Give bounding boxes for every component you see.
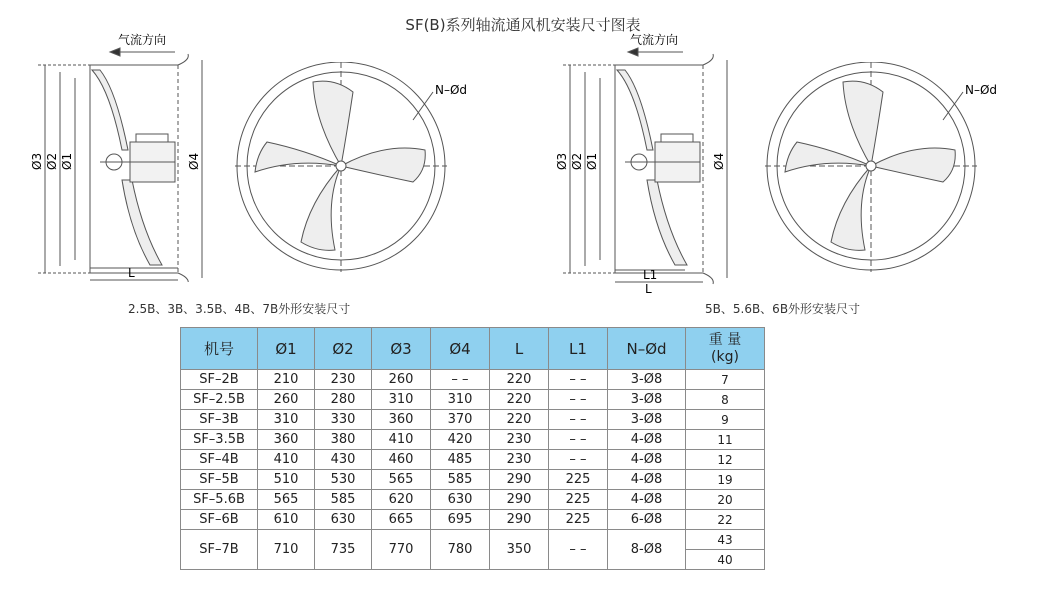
table-cell: 290	[490, 490, 549, 510]
table-cell: SF–2.5B	[181, 390, 258, 410]
table-cell: 710	[258, 530, 315, 570]
table-cell: 770	[372, 530, 431, 570]
table-cell: 510	[258, 470, 315, 490]
table-row	[181, 390, 765, 410]
table-cell: 565	[258, 490, 315, 510]
table-cell: SF–3.5B	[181, 430, 258, 450]
table-row	[181, 370, 765, 390]
header-cell: L	[490, 328, 549, 370]
table-cell: 630	[431, 490, 490, 510]
table-cell: 225	[549, 510, 608, 530]
left-front-view	[235, 62, 505, 282]
dim-nd: N–Ød	[965, 83, 998, 97]
table-cell: 4-Ø8	[608, 430, 686, 450]
dim-l: L	[128, 266, 135, 280]
left-side-view	[30, 30, 230, 282]
table-cell: – –	[431, 370, 490, 390]
table-cell: 780	[431, 530, 490, 570]
airflow-label: 气流方向	[630, 33, 679, 47]
table-cell: 260	[258, 390, 315, 410]
header-cell: L1	[549, 328, 608, 370]
table-cell: 40	[686, 550, 765, 570]
table-cell: SF–3B	[181, 410, 258, 430]
table-cell: 735	[315, 530, 372, 570]
table-cell: 230	[490, 430, 549, 450]
table-row	[181, 450, 765, 470]
dim-d1: Ø1	[60, 152, 74, 170]
table-cell: 330	[315, 410, 372, 430]
weight-header-label: 重 量	[708, 331, 742, 348]
table-cell: 7	[686, 370, 765, 390]
table-cell: 230	[490, 450, 549, 470]
table-cell: 225	[549, 470, 608, 490]
table-cell: 620	[372, 490, 431, 510]
table-cell: 4-Ø8	[608, 470, 686, 490]
table-cell: 290	[490, 470, 549, 490]
dim-d3: Ø3	[30, 152, 44, 170]
table-cell: 410	[372, 430, 431, 450]
table-cell: 280	[315, 390, 372, 410]
table-cell: 260	[372, 370, 431, 390]
header-cell: Ø4	[431, 328, 490, 370]
table-cell: 310	[372, 390, 431, 410]
header-cell-weight	[686, 328, 765, 370]
right-side-view	[555, 30, 755, 298]
header-cell: N–Ød	[608, 328, 686, 370]
table-cell: 410	[258, 450, 315, 470]
header-cell: Ø2	[315, 328, 372, 370]
dim-nd: N–Ød	[435, 83, 468, 97]
table-cell: 8	[686, 390, 765, 410]
table-cell: 3-Ø8	[608, 390, 686, 410]
table-cell: 4-Ø8	[608, 490, 686, 510]
table-cell: 380	[315, 430, 372, 450]
dim-l1: L1	[643, 268, 658, 282]
right-caption: 5B、5.6B、6B外形安装尺寸	[705, 302, 861, 316]
table-cell: 610	[258, 510, 315, 530]
table-cell: 290	[490, 510, 549, 530]
header-cell: Ø1	[258, 328, 315, 370]
header-cell: Ø3	[372, 328, 431, 370]
table-cell: 585	[315, 490, 372, 510]
table-cell: 20	[686, 490, 765, 510]
table-cell: 220	[490, 410, 549, 430]
table-row	[181, 410, 765, 430]
table-cell: – –	[549, 430, 608, 450]
table-cell: 310	[431, 390, 490, 410]
table-cell: 485	[431, 450, 490, 470]
airflow-label: 气流方向	[118, 33, 167, 47]
table-cell: 11	[686, 430, 765, 450]
table-cell: – –	[549, 370, 608, 390]
table-cell: SF–2B	[181, 370, 258, 390]
table-cell: 225	[549, 490, 608, 510]
table-cell: 3-Ø8	[608, 370, 686, 390]
dim-d2: Ø2	[45, 152, 59, 170]
table-cell: 8-Ø8	[608, 530, 686, 570]
table-cell: 220	[490, 390, 549, 410]
table-cell: 210	[258, 370, 315, 390]
table-row	[181, 470, 765, 490]
left-caption: 2.5B、3B、3.5B、4B、7B外形安装尺寸	[128, 302, 351, 316]
right-front-view	[765, 62, 1035, 282]
dim-d2: Ø2	[570, 152, 584, 170]
table-cell: 3-Ø8	[608, 410, 686, 430]
header-cell: 机号	[181, 328, 258, 370]
table-cell: 630	[315, 510, 372, 530]
dim-d3: Ø3	[555, 152, 569, 170]
table-cell: – –	[549, 410, 608, 430]
table-cell: 665	[372, 510, 431, 530]
table-cell: 460	[372, 450, 431, 470]
table-cell: 43	[686, 530, 765, 550]
table-cell: 310	[258, 410, 315, 430]
table-cell: 4-Ø8	[608, 450, 686, 470]
table-cell: 19	[686, 470, 765, 490]
table-header-row	[181, 328, 765, 370]
table-cell: 695	[431, 510, 490, 530]
table-row	[181, 490, 765, 510]
table-row	[181, 430, 765, 450]
table-body	[181, 370, 765, 570]
table-cell: 370	[431, 410, 490, 430]
page-title: SF(B)系列轴流通风机安装尺寸图表	[405, 16, 641, 34]
table-cell: 530	[315, 470, 372, 490]
table-cell: 420	[431, 430, 490, 450]
table-row	[181, 510, 765, 530]
dim-d4: Ø4	[187, 152, 201, 170]
table-cell: 220	[490, 370, 549, 390]
dim-d4: Ø4	[712, 152, 726, 170]
table-cell: 565	[372, 470, 431, 490]
spec-table	[180, 327, 765, 570]
table-row	[181, 530, 765, 550]
table-cell: 9	[686, 410, 765, 430]
table-cell: SF–5.6B	[181, 490, 258, 510]
dim-d1: Ø1	[585, 152, 599, 170]
table-cell: SF–6B	[181, 510, 258, 530]
table-cell: – –	[549, 450, 608, 470]
table-cell: 360	[258, 430, 315, 450]
table-cell: 22	[686, 510, 765, 530]
table-cell: SF–4B	[181, 450, 258, 470]
table-cell: 230	[315, 370, 372, 390]
table-cell: SF–7B	[181, 530, 258, 570]
table-cell: 430	[315, 450, 372, 470]
table-cell: SF–5B	[181, 470, 258, 490]
table-cell: 6-Ø8	[608, 510, 686, 530]
table-cell: 585	[431, 470, 490, 490]
weight-header-unit: (kg)	[711, 348, 739, 365]
table-cell: 350	[490, 530, 549, 570]
table-cell: – –	[549, 530, 608, 570]
table-cell: 12	[686, 450, 765, 470]
table-cell: 360	[372, 410, 431, 430]
table-cell: – –	[549, 390, 608, 410]
dim-l: L	[645, 282, 652, 296]
